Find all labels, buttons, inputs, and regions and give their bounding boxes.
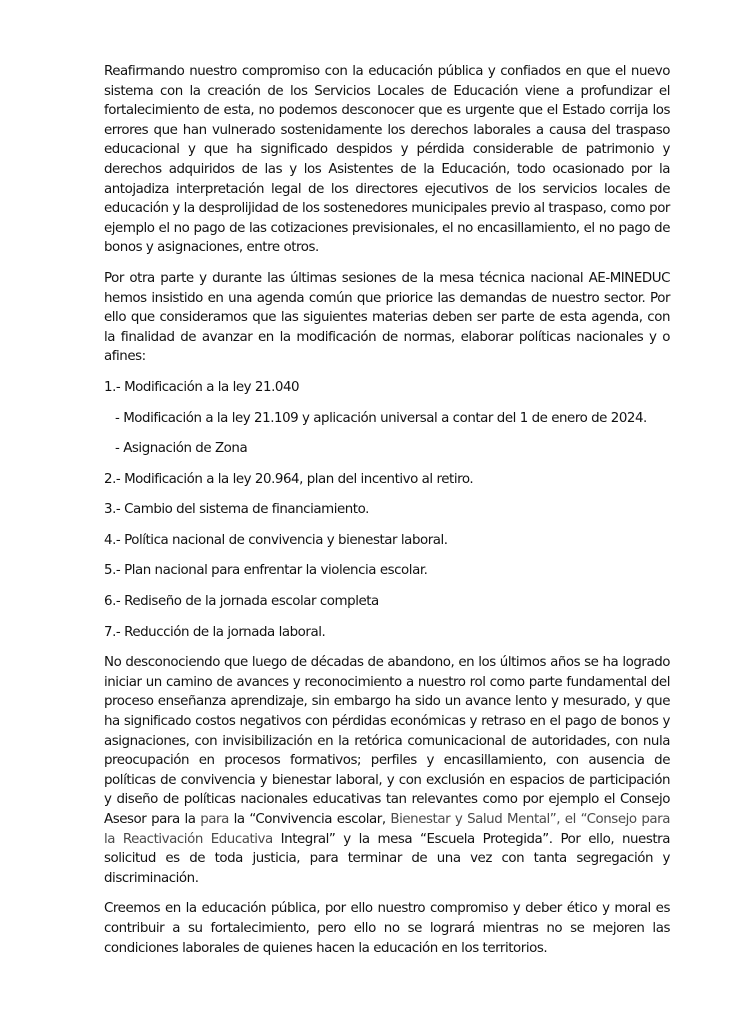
paragraph-progress-text: No desconociendo que luego de décadas de abandono, en los últimos años se ha logrado iniciar un camino de avances y reconocimiento a nuestro rol como parte fundamental del proceso enseñanza aprendizaje, sin embargo ha sido un avance lento y mesurado, y que ha significado costos negativos con pérdidas económicas y retraso en el pago de bonos y asignaciones, con invisibilización en la retórica comunicacional de autoridades, con nula preocupación en procesos formativos; perfiles y encasillamiento, con ausencia de políticas de convivencia y bienestar laboral, y con exclusión en espacios de participación y diseño de políticas nacionales educativas tan relevantes como por ejemplo el Consejo Asesor para la	[104, 655, 670, 827]
muted-text: Bienestar y Salud Mental”, el “Consejo para la Reactivación Educativa	[104, 812, 670, 847]
paragraph-agenda: Por otra parte y durante las últimas sesiones de la mesa técnica nacional AE-MINEDUC hemos insistido en una agenda común que priorice las demandas de nuestro sector. Por ello que consideramos que las siguientes materias deben ser parte de esta agenda, con la finalidad de avanzar en la modificación de normas, elaborar políticas nacionales y o afines:	[104, 270, 670, 365]
paragraph-progress-text: Integral” y la mesa “Escuela Protegida”. Por ello, nuestra solicitud es de toda justicia, para terminar de una vez con tanta segregación y discriminación.	[104, 831, 670, 886]
document-page	[104, 62, 670, 969]
list-item: 3.- Cambio del sistema de financiamiento.	[104, 502, 369, 518]
list-item: 7.- Reducción de la jornada laboral.	[104, 624, 326, 640]
list-item: 5.- Plan nacional para enfrentar la violencia escolar.	[104, 563, 428, 579]
paragraph-progress	[104, 653, 670, 888]
list-item: 2.- Modificación a la ley 20.964, plan del incentivo al retiro.	[104, 471, 474, 487]
demands-list	[104, 378, 670, 642]
muted-text: para	[200, 812, 229, 827]
paragraph-progress-text: la “Convivencia escolar,	[228, 812, 391, 827]
list-item: 1.- Modificación a la ley 21.040	[104, 379, 300, 395]
paragraph-commitment: Reafirmando nuestro compromiso con la educación pública y confiados en que el nuevo sistema con la creación de los Servicios Locales de Educación viene a profundizar el fortalecimiento de esta, no podemos desconocer que es urgente que el Estado corrija los errores que han vulnerado sostenidamente los derechos laborales a causa del traspaso educacional y que ha significado despidos y pérdida considerable de patrimonio y derechos adquiridos de las y los Asistentes de la Educación, todo ocasionado por la antojadiza interpretación legal de los directores ejecutivos de los servicios locales de educación y la desprolijidad de los sostenedores municipales previo al traspaso, como por ejemplo el no pago de las cotizaciones previsionales, el no encasillamiento, el no pago de bonos y asignaciones, entre otros.	[104, 64, 670, 256]
paragraph-closing: Creemos en la educación pública, por ello nuestro compromiso y deber ético y moral es contribuir a su fortalecimiento, pero ello no se logrará mientras no se mejoren las condiciones laborales de quienes hacen la educación en los territorios.	[104, 901, 670, 956]
list-subitem: - Modificación a la ley 21.109 y aplicación universal a contar del 1 de enero de 2024.	[115, 410, 647, 426]
list-item: 4.- Política nacional de convivencia y bienestar laboral.	[104, 532, 448, 548]
list-item: 6.- Rediseño de la jornada escolar completa	[104, 594, 379, 610]
list-subitem: - Asignación de Zona	[115, 441, 248, 457]
